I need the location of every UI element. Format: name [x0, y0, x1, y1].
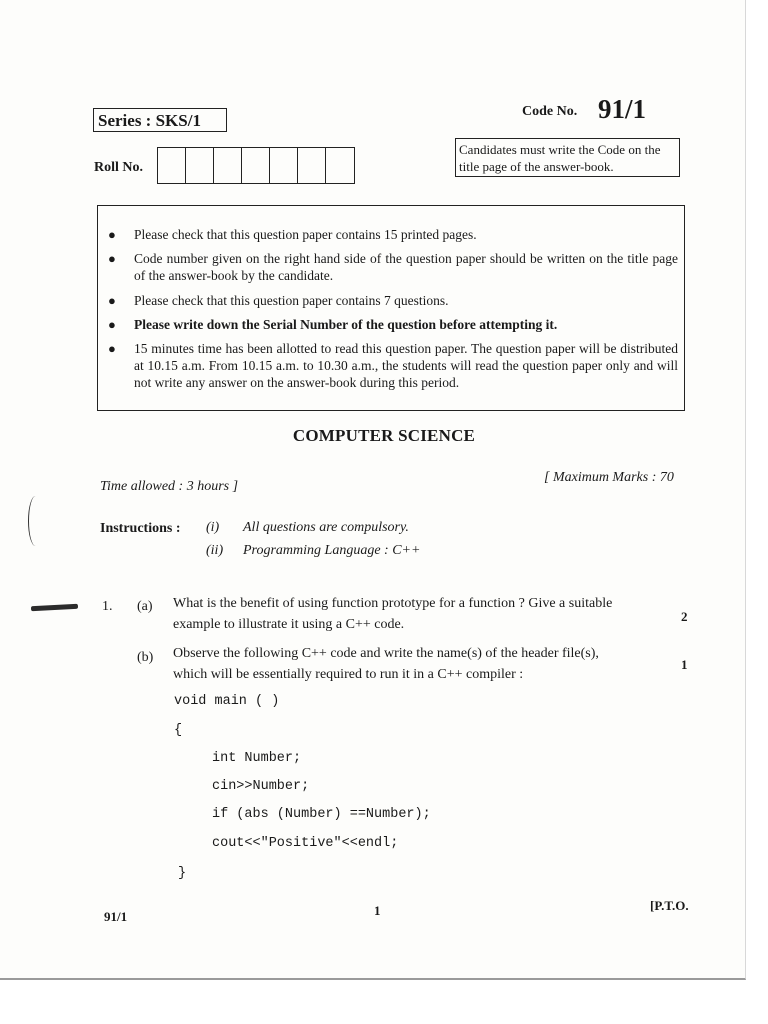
part-label: (b): [137, 650, 154, 665]
series-label: Series : SKS/1: [93, 108, 227, 132]
code-line: cout<<"Positive"<<endl;: [212, 836, 399, 851]
notice-text: Please write down the Serial Number of the question before attempting it.: [134, 317, 558, 332]
marks-value: 1: [681, 657, 688, 672]
bullet-icon: ●: [108, 293, 116, 308]
instruction-item: [206, 520, 409, 536]
notice-text: Code number given on the right hand side of the question paper should be written on the title page of the answer-book by the candidate.: [134, 251, 678, 283]
instruction-text: Programming Language : C++: [243, 543, 421, 558]
time-allowed: Time allowed : 3 hours ]: [100, 479, 239, 494]
notice-item: [108, 292, 678, 309]
question-text-line: example to illustrate it using a C++ code.: [173, 617, 405, 632]
question-text-line: What is the benefit of using function prototype for a function ? Give a suitable: [173, 596, 613, 611]
roll-number-label: Roll No.: [94, 160, 143, 175]
roll-number-cell[interactable]: [214, 148, 242, 183]
code-line: }: [178, 866, 187, 881]
candidates-code-note: Candidates must write the Code on the title page of the answer-book.: [455, 138, 680, 177]
notice-text: Please check that this question paper contains 7 questions.: [134, 293, 449, 308]
instruction-number: (i): [206, 520, 220, 535]
marks-value: 2: [681, 609, 688, 624]
pen-mark-dash: [31, 604, 78, 611]
instruction-item: [206, 543, 420, 559]
bullet-icon: ●: [108, 341, 116, 356]
general-instructions-box: [97, 205, 685, 411]
notice-text: Please check that this question paper contains 15 printed pages.: [134, 227, 477, 242]
footer-code: 91/1: [104, 909, 128, 924]
pen-mark-arc: [28, 496, 43, 546]
code-line: void main ( ): [174, 694, 280, 709]
roll-number-cell[interactable]: [270, 148, 298, 183]
roll-number-cell[interactable]: [158, 148, 186, 183]
code-line: {: [174, 723, 183, 738]
please-turn-over: [P.T.O.: [650, 898, 689, 913]
notice-item: [108, 316, 678, 333]
roll-number-boxes: [157, 147, 355, 184]
roll-number-cell[interactable]: [242, 148, 270, 183]
notice-text: 15 minutes time has been allotted to read this question paper. The question paper will be distributed at 10.15 a.m. From 10.15 a.m. to 10.30 a.m., the students will read the question paper only and will not write any answer on the answer-book during this period.: [134, 341, 678, 390]
bullet-icon: ●: [108, 251, 116, 266]
instruction-number: (ii): [206, 543, 224, 558]
code-line: int Number;: [212, 751, 302, 766]
code-number: 91/1: [598, 94, 647, 124]
instruction-text: All questions are compulsory.: [243, 520, 409, 535]
code-line: if (abs (Number) ==Number);: [212, 807, 431, 822]
question-text-line: which will be essentially required to run it in a C++ compiler :: [173, 667, 524, 682]
notice-item: [108, 340, 678, 391]
bullet-icon: ●: [108, 317, 116, 332]
roll-number-cell[interactable]: [298, 148, 326, 183]
instructions-label: Instructions :: [100, 521, 181, 536]
maximum-marks: [ Maximum Marks : 70: [544, 470, 674, 485]
notice-item: [108, 250, 678, 284]
page-number: 1: [374, 903, 381, 918]
question-number: 1.: [102, 599, 113, 614]
code-label: Code No.: [522, 104, 578, 119]
subject-title: COMPUTER SCIENCE: [292, 426, 476, 445]
part-label: (a): [137, 599, 153, 614]
code-line: cin>>Number;: [212, 779, 310, 794]
roll-number-cell[interactable]: [326, 148, 354, 183]
bullet-icon: ●: [108, 227, 116, 242]
roll-number-cell[interactable]: [186, 148, 214, 183]
question-text-line: Observe the following C++ code and write the name(s) of the header file(s),: [173, 646, 599, 661]
notice-item: [108, 226, 678, 243]
